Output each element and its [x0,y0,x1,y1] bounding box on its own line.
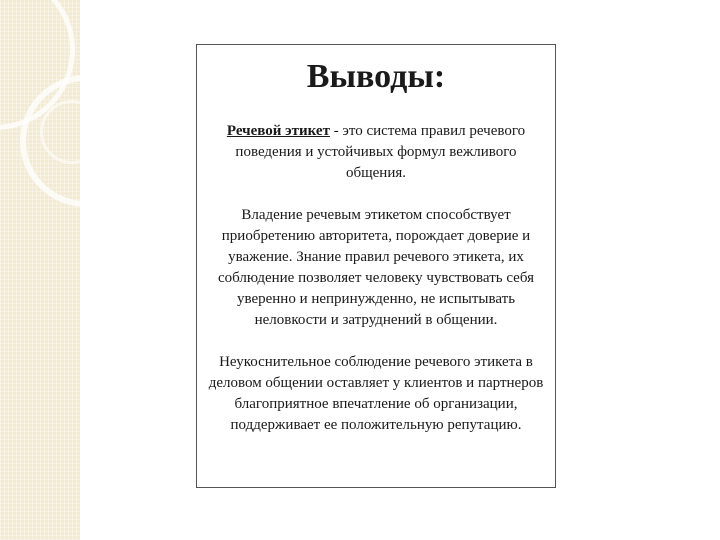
slide-title: Выводы: [306,58,446,95]
paragraph-business: Неукоснительное соблюдение речевого этикета в деловом общении оставляет у клиентов и партнеров благоприятное впечатление об организации, поддерживает ее положительную репутацию. [208,354,544,433]
content-box [196,44,556,488]
decorative-side-strip [0,0,80,540]
paragraph-benefits: Владение речевым этикетом способствует приобретению авторитета, порождает доверие и уважение. Знание правил речевого этикета, их соблюдение позволяет человеку чувствовать себя уверенно и непринужденно, не испытывать неловкости и затруднений в общении. [217,207,535,328]
definition-text: - это система правил речевого поведения и устойчивых формул вежливого общения. [235,123,526,181]
term-speech-etiquette: Речевой этикет [226,123,330,139]
paragraph-definition [197,121,555,184]
